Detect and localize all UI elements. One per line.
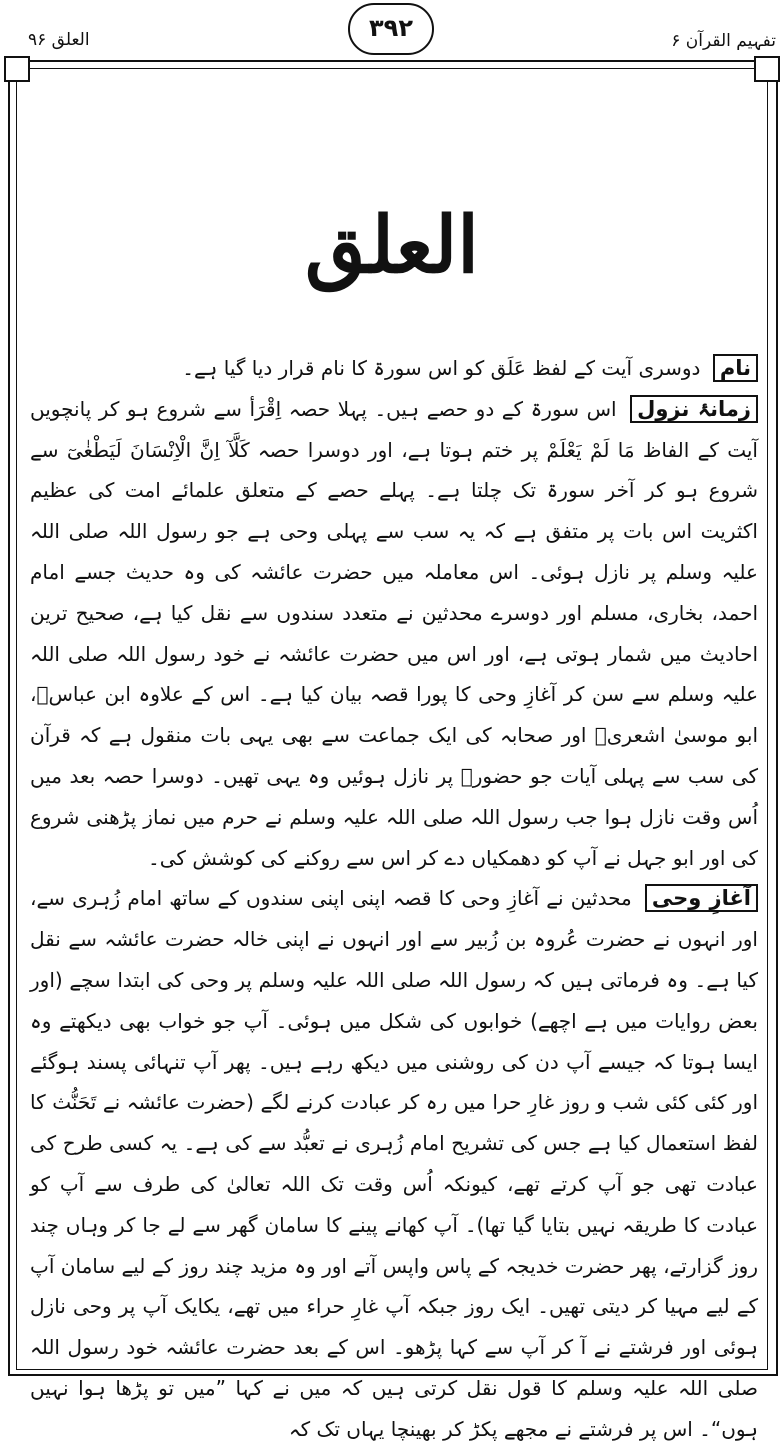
surah-title: العلق (305, 200, 479, 291)
commentary-body (30, 348, 758, 1450)
section-text: محدثین نے آغازِ وحی کا قصہ اپنی اپنی سندوں کے ساتھ امام زُہری سے، اور انہوں نے حضرت عُروہ بن زُبیر سے اور انہوں نے اپنی خالہ حضرت عائشہ سے نقل کیا ہے۔ وہ فرماتی ہیں کہ رسول اللہ صلی اللہ علیہ وسلم پر وحی کی ابتدا سچے (اور بعض روایات میں ہے اچھے) خوابوں کی شکل میں ہوئی۔ آپ جو خواب بھی دیکھتے وہ ایسا ہوتا کہ جیسے آپ دن کی روشنی میں دیکھ رہے ہیں۔ پھر آپ تنہائی پسند ہوگئے اور کئی کئی شب و روز غارِ حرا میں رہ کر عبادت کرنے لگے (حضرت عائشہ نے تَحَنُّث کا لفظ استعمال کیا ہے جس کی تشریح امام زُہری نے تعبُّد سے کی ہے۔ یہ کسی طرح کی عبادت تھی جو آپ کرتے تھے، کیونکہ اُس وقت تک اللہ تعالیٰ کی طرف سے آپ کو عبادت کا طریقہ نہیں بتایا گیا تھا)۔ آپ کھانے پینے کا سامان گھر سے لے جا کر وہاں چند روز گزارتے، پھر حضرت خدیجہ کے پاس واپس آتے اور وہ مزید چند روز کے لیے سامان آپ کے لیے مہیا کر دیتی تھیں۔ ایک روز جبکہ آپ غارِ حراء میں تھے، یکایک آپ پر وحی نازل ہوئی اور فرشتے نے آ کر آپ سے کہا پڑھو۔ اس کے بعد حضرت عائشہ خود رسول اللہ صلی اللہ علیہ وسلم کا قول نقل کرتی ہیں کہ میں نے کہا ”میں تو پڑھا ہوا نہیں ہوں“۔ اس پر فرشتے نے مجھے پکڑ کر بھینچا یہاں تک کہ (30, 886, 758, 1441)
section-revelation-period (30, 389, 758, 879)
section-label: آغازِ وحی (645, 884, 758, 912)
section-label: زمانۂ نزول (630, 395, 758, 423)
corner-ornament-top-left (4, 56, 30, 82)
section-text: دوسری آیت کے لفظ عَلَق کو اس سورۃ کا نام قرار دیا گیا ہے۔ (182, 356, 701, 380)
page-number: ۳۹۲ (348, 3, 434, 55)
section-text: اس سورۃ کے دو حصے ہیں۔ پہلا حصہ اِقْرَأ سے شروع ہو کر پانچویں آیت کے الفاظ مَا لَمْ يَعْلَمْ پر ختم ہوتا ہے، اور دوسرا حصہ كَلَّآ اِنَّ الْاِنْسَانَ لَيَطْغٰىٓ سے شروع ہو کر آخر سورۃ تک چلتا ہے۔ پہلے حصے کے متعلق علمائے امت کی عظیم اکثریت اس بات پر متفق ہے کہ یہ سب سے پہلی وحی ہے جو رسول اللہ صلی اللہ علیہ وسلم پر نازل ہوئی۔ اس معاملہ میں حضرت عائشہ کی وہ حدیث جسے امام احمد، بخاری، مسلم اور دوسرے محدثین نے متعدد سندوں سے نقل کیا ہے، صحیح ترین احادیث میں شمار ہوتی ہے، اور اس میں حضرت عائشہ نے خود رسول اللہ صلی اللہ علیہ وسلم سے سن کر آغازِ وحی کا پورا قصہ بیان کیا ہے۔ اس کے علاوہ ابن عباسؓ، ابو موسیٰ اشعریؓ اور صحابہ کی ایک جماعت سے بھی یہی بات منقول ہے کہ قرآن کی سب سے پہلی آیات جو حضورؐ پر نازل ہوئیں وہ یہی تھیں۔ دوسرا حصہ بعد میں اُس وقت نازل ہوا جب رسول اللہ صلی اللہ علیہ وسلم نے حرم میں نماز پڑھنی شروع کی اور ابو جہل نے آپ کو دھمکیاں دے کر اس سے روکنے کی کوشش کی۔ (30, 396, 758, 870)
corner-ornament-top-right (754, 56, 780, 82)
page-header (0, 0, 784, 60)
surah-reference: العلق ۹۶ (28, 30, 90, 50)
section-name (30, 348, 758, 389)
book-title: تفہیم القرآن ۶ (671, 31, 776, 51)
section-label: نام (713, 354, 758, 382)
section-beginning-of-revelation (30, 878, 758, 1449)
